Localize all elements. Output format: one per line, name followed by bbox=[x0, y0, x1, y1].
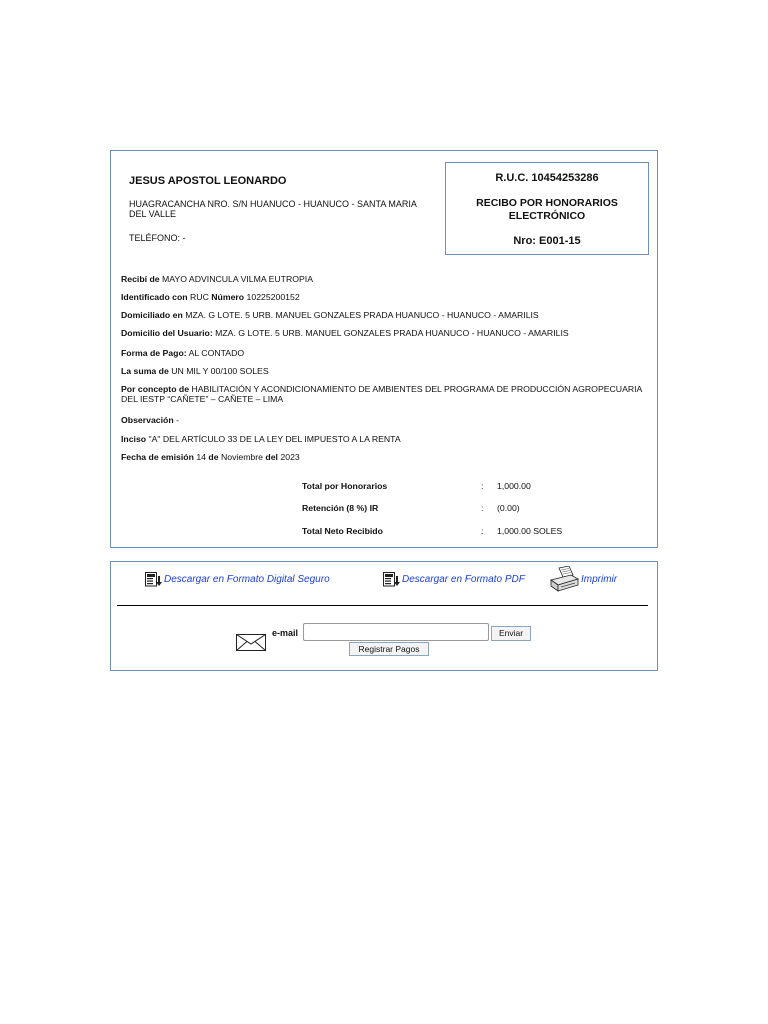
total-separator: : bbox=[481, 481, 484, 491]
field-label: Fecha de emisión bbox=[121, 452, 194, 462]
field-label: Observación bbox=[121, 415, 174, 425]
field-value: MZA. G LOTE. 5 URB. MANUEL GONZALES PRADA HUANUCO - HUANUCO - AMARILIS bbox=[215, 328, 569, 338]
field-value: MZA. G LOTE. 5 URB. MANUEL GONZALES PRADA HUANUCO - HUANUCO - AMARILIS bbox=[185, 310, 539, 320]
field-label: Domiciliado en bbox=[121, 310, 183, 320]
print-label: Imprimir bbox=[581, 573, 618, 585]
issuer-name: JESUS APOSTOL LEONARDO bbox=[129, 175, 287, 187]
fecha-month: Noviembre bbox=[220, 452, 263, 462]
field-label: Recibí de bbox=[121, 274, 160, 284]
field-label: Número bbox=[211, 292, 245, 302]
total-value: (0.00) bbox=[497, 503, 520, 513]
register-payments-button[interactable]: Registrar Pagos bbox=[349, 642, 429, 656]
field-doc: RUC bbox=[190, 292, 209, 302]
issuer-address: HUAGRACANCHA NRO. S/N HUANUCO - HUANUCO - SANTA MARIA DEL VALLE bbox=[129, 199, 417, 219]
total-separator: : bbox=[481, 526, 484, 536]
field-label: Domicilio del Usuario: bbox=[121, 328, 213, 338]
receipt-number: Nro: E001-15 bbox=[513, 235, 581, 247]
download-secure-label: Descargar en Formato Digital Seguro bbox=[164, 574, 330, 585]
field-label: Por concepto de bbox=[121, 384, 190, 394]
field-fecha bbox=[121, 452, 651, 462]
field-value: 10225200152 bbox=[246, 292, 300, 302]
field-recibi bbox=[121, 274, 651, 284]
fecha-de: de bbox=[208, 452, 219, 462]
ruc-box bbox=[445, 162, 649, 255]
receipt-panel bbox=[110, 150, 658, 548]
download-secure-link[interactable] bbox=[145, 572, 330, 587]
download-pdf-link[interactable] bbox=[383, 572, 525, 587]
field-value: AL CONTADO bbox=[188, 348, 245, 358]
field-label: La suma de bbox=[121, 366, 169, 376]
envelope-icon bbox=[236, 634, 266, 651]
total-separator: : bbox=[481, 503, 484, 513]
fecha-day: 14 bbox=[196, 452, 206, 462]
field-label: Inciso bbox=[121, 434, 147, 444]
print-link[interactable] bbox=[549, 566, 617, 592]
download-pdf-label: Descargar en Formato PDF bbox=[402, 574, 525, 585]
field-domicilio-usuario bbox=[121, 328, 651, 338]
field-forma-pago bbox=[121, 348, 651, 358]
field-observacion bbox=[121, 415, 651, 425]
total-label: Retención (8 %) IR bbox=[302, 503, 379, 513]
total-row bbox=[111, 481, 659, 493]
total-row bbox=[111, 503, 659, 515]
field-identificado bbox=[121, 292, 651, 302]
total-row bbox=[111, 526, 659, 538]
field-label: Identificado con bbox=[121, 292, 188, 302]
download-document-icon bbox=[383, 572, 400, 587]
actions-panel bbox=[110, 561, 658, 671]
field-concepto bbox=[121, 384, 651, 404]
ruc-number: R.U.C. 10454253286 bbox=[495, 172, 599, 184]
printer-icon bbox=[549, 566, 579, 592]
field-inciso bbox=[121, 434, 651, 444]
total-value: 1,000.00 SOLES bbox=[497, 526, 563, 536]
total-label: Total Neto Recibido bbox=[302, 526, 383, 536]
field-value: UN MIL Y 00/100 SOLES bbox=[171, 366, 269, 376]
email-label: e-mail bbox=[272, 628, 299, 638]
fecha-year: 2023 bbox=[280, 452, 300, 462]
issuer-phone: TELÉFONO: - bbox=[129, 233, 186, 243]
field-domiciliado bbox=[121, 310, 651, 320]
field-label: Forma de Pago: bbox=[121, 348, 187, 358]
field-value: HABILITACIÓN Y ACONDICIONAMIENTO DE AMBIENTES DEL PROGRAMA DE PRODUCCIÓN AGROPECUARIA DEL IESTP “CAÑETE” – CAÑETE – LIMA bbox=[121, 384, 642, 404]
total-label: Total por Honorarios bbox=[302, 481, 388, 491]
field-value: MAYO ADVINCULA VILMA EUTROPIA bbox=[162, 274, 313, 284]
field-value: - bbox=[176, 415, 179, 425]
field-suma bbox=[121, 366, 651, 376]
total-value: 1,000.00 bbox=[497, 481, 531, 491]
receipt-type: RECIBO POR HONORARIOS ELECTRÓNICO bbox=[476, 197, 618, 222]
send-button[interactable]: Enviar bbox=[491, 626, 531, 641]
fecha-del: del bbox=[265, 452, 278, 462]
field-value: "A" DEL ARTÍCULO 33 DE LA LEY DEL IMPUESTO A LA RENTA bbox=[148, 434, 401, 444]
divider bbox=[117, 605, 648, 606]
download-document-icon bbox=[145, 572, 162, 587]
email-input[interactable] bbox=[303, 623, 489, 641]
